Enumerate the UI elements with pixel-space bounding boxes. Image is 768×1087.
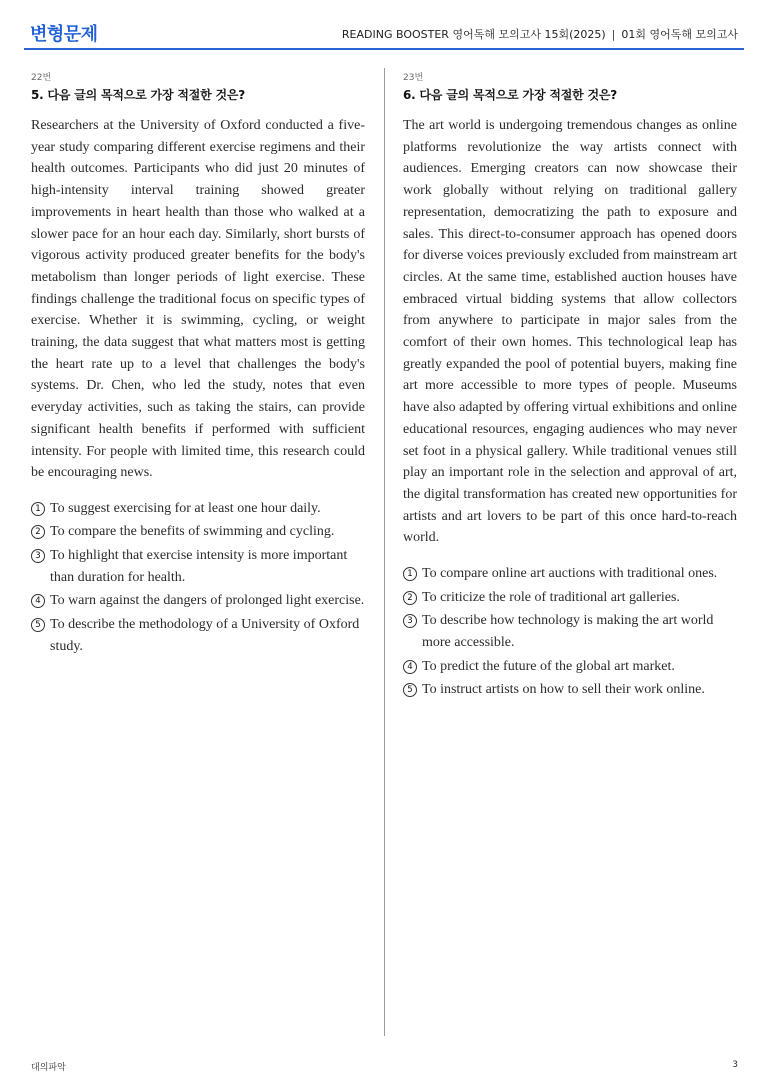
option-text: To suggest exercising for at least one hour daily. (50, 500, 321, 516)
answer-option[interactable] (31, 545, 365, 589)
page-header (0, 0, 768, 52)
column-divider (384, 68, 385, 1036)
question-source: 23번 (403, 73, 424, 83)
question-5 (31, 70, 365, 659)
answer-option[interactable] (403, 610, 737, 654)
passage: The art world is undergoing tremendous changes as online platforms revolutionize the way artists connect with audiences. Emerging creators can now showcase their work globally without relying on traditional gallery representation, democratizing the path to exposure and sales. This direct-to-consumer approach has opened doors for diverse voices previously excluded from mainstream art circles. At the same time, established auction houses have embraced virtual bidding systems that allow collectors from anywhere to participate in major sales from the comfort of their own homes. This technological leap has greatly expanded the pool of potential buyers, making fine art more accessible to more types of people. Museums have also adapted by offering virtual exhibitions and online educational resources, engaging audiences who may never set foot in a physical gallery. While traditional venues still play an important role in the selection and approval of art, the digital transformation has created new opportunities for artists and art lovers to be part of this once hard-to-reach world. (403, 118, 737, 546)
answer-options (31, 498, 365, 658)
option-number-icon: 1 (403, 567, 417, 581)
option-text: To criticize the role of traditional art galleries. (422, 589, 680, 605)
header-rule (24, 48, 744, 50)
answer-option[interactable] (31, 521, 365, 543)
exam-title: 01회 영어독해 모의고사 (621, 28, 738, 41)
question-6 (403, 70, 737, 703)
question-title: 6. 다음 글의 목적으로 가장 적절한 것은? (403, 88, 618, 102)
answer-option[interactable] (31, 498, 365, 520)
series-title: READING BOOSTER 영어독해 모의고사 15회(2025) (341, 28, 606, 41)
option-text: To compare the benefits of swimming and cycling. (50, 524, 335, 540)
option-text: To compare online art auctions with traditional ones. (422, 566, 718, 582)
option-number-icon: 1 (31, 502, 45, 516)
question-title: 5. 다음 글의 목적으로 가장 적절한 것은? (31, 88, 246, 102)
option-text: To warn against the dangers of prolonged light exercise. (50, 593, 365, 609)
footer-category: 대의파악 (31, 1063, 66, 1073)
exam-info (342, 26, 738, 42)
answer-option[interactable] (403, 587, 737, 609)
answer-option[interactable] (403, 656, 737, 678)
option-text: To highlight that exercise intensity is more important than duration for health. (50, 547, 348, 585)
option-number-icon: 4 (31, 594, 45, 608)
answer-option[interactable] (31, 590, 365, 612)
option-text: To predict the future of the global art market. (422, 658, 675, 674)
option-number-icon: 3 (31, 549, 45, 563)
option-text: To describe the methodology of a University of Oxford study. (50, 616, 360, 654)
answer-option[interactable] (403, 679, 737, 701)
answer-option[interactable] (403, 563, 737, 585)
option-number-icon: 3 (403, 614, 417, 628)
header-separator: | (611, 28, 616, 41)
option-text: To describe how technology is making the art world more accessible. (422, 613, 714, 651)
passage: Researchers at the University of Oxford conducted a five-year study comparing different exercise regimens and their health outcomes. Participants who did just 20 minutes of high-intensity interval training showed greater improvements in heart health than those who walked at a slower pace for an hour each day. Similarly, short bursts of vigorous activity produced greater benefits for the body's metabolism than longer periods of light exercise. These findings challenge the traditional focus on specific types of exercise. Whether it is swimming, cycling, or weight training, the data suggest that what matters most is getting the heart rate up to a level that challenges the body's systems. Dr. Chen, who led the study, notes that even everyday activities, such as taking the stairs, can provide significant health benefits if performed with sufficient intensity. For people with limited time, this research could be encouraging news. (31, 118, 365, 481)
page-number: 3 (732, 1060, 738, 1070)
option-text: To instruct artists on how to sell their work online. (422, 682, 705, 698)
option-number-icon: 2 (31, 525, 45, 539)
option-number-icon: 5 (31, 618, 45, 632)
section-title: 변형문제 (30, 24, 98, 45)
option-number-icon: 2 (403, 591, 417, 605)
question-source: 22번 (31, 73, 52, 83)
answer-option[interactable] (31, 614, 365, 658)
answer-options (403, 563, 737, 701)
option-number-icon: 4 (403, 660, 417, 674)
option-number-icon: 5 (403, 683, 417, 697)
